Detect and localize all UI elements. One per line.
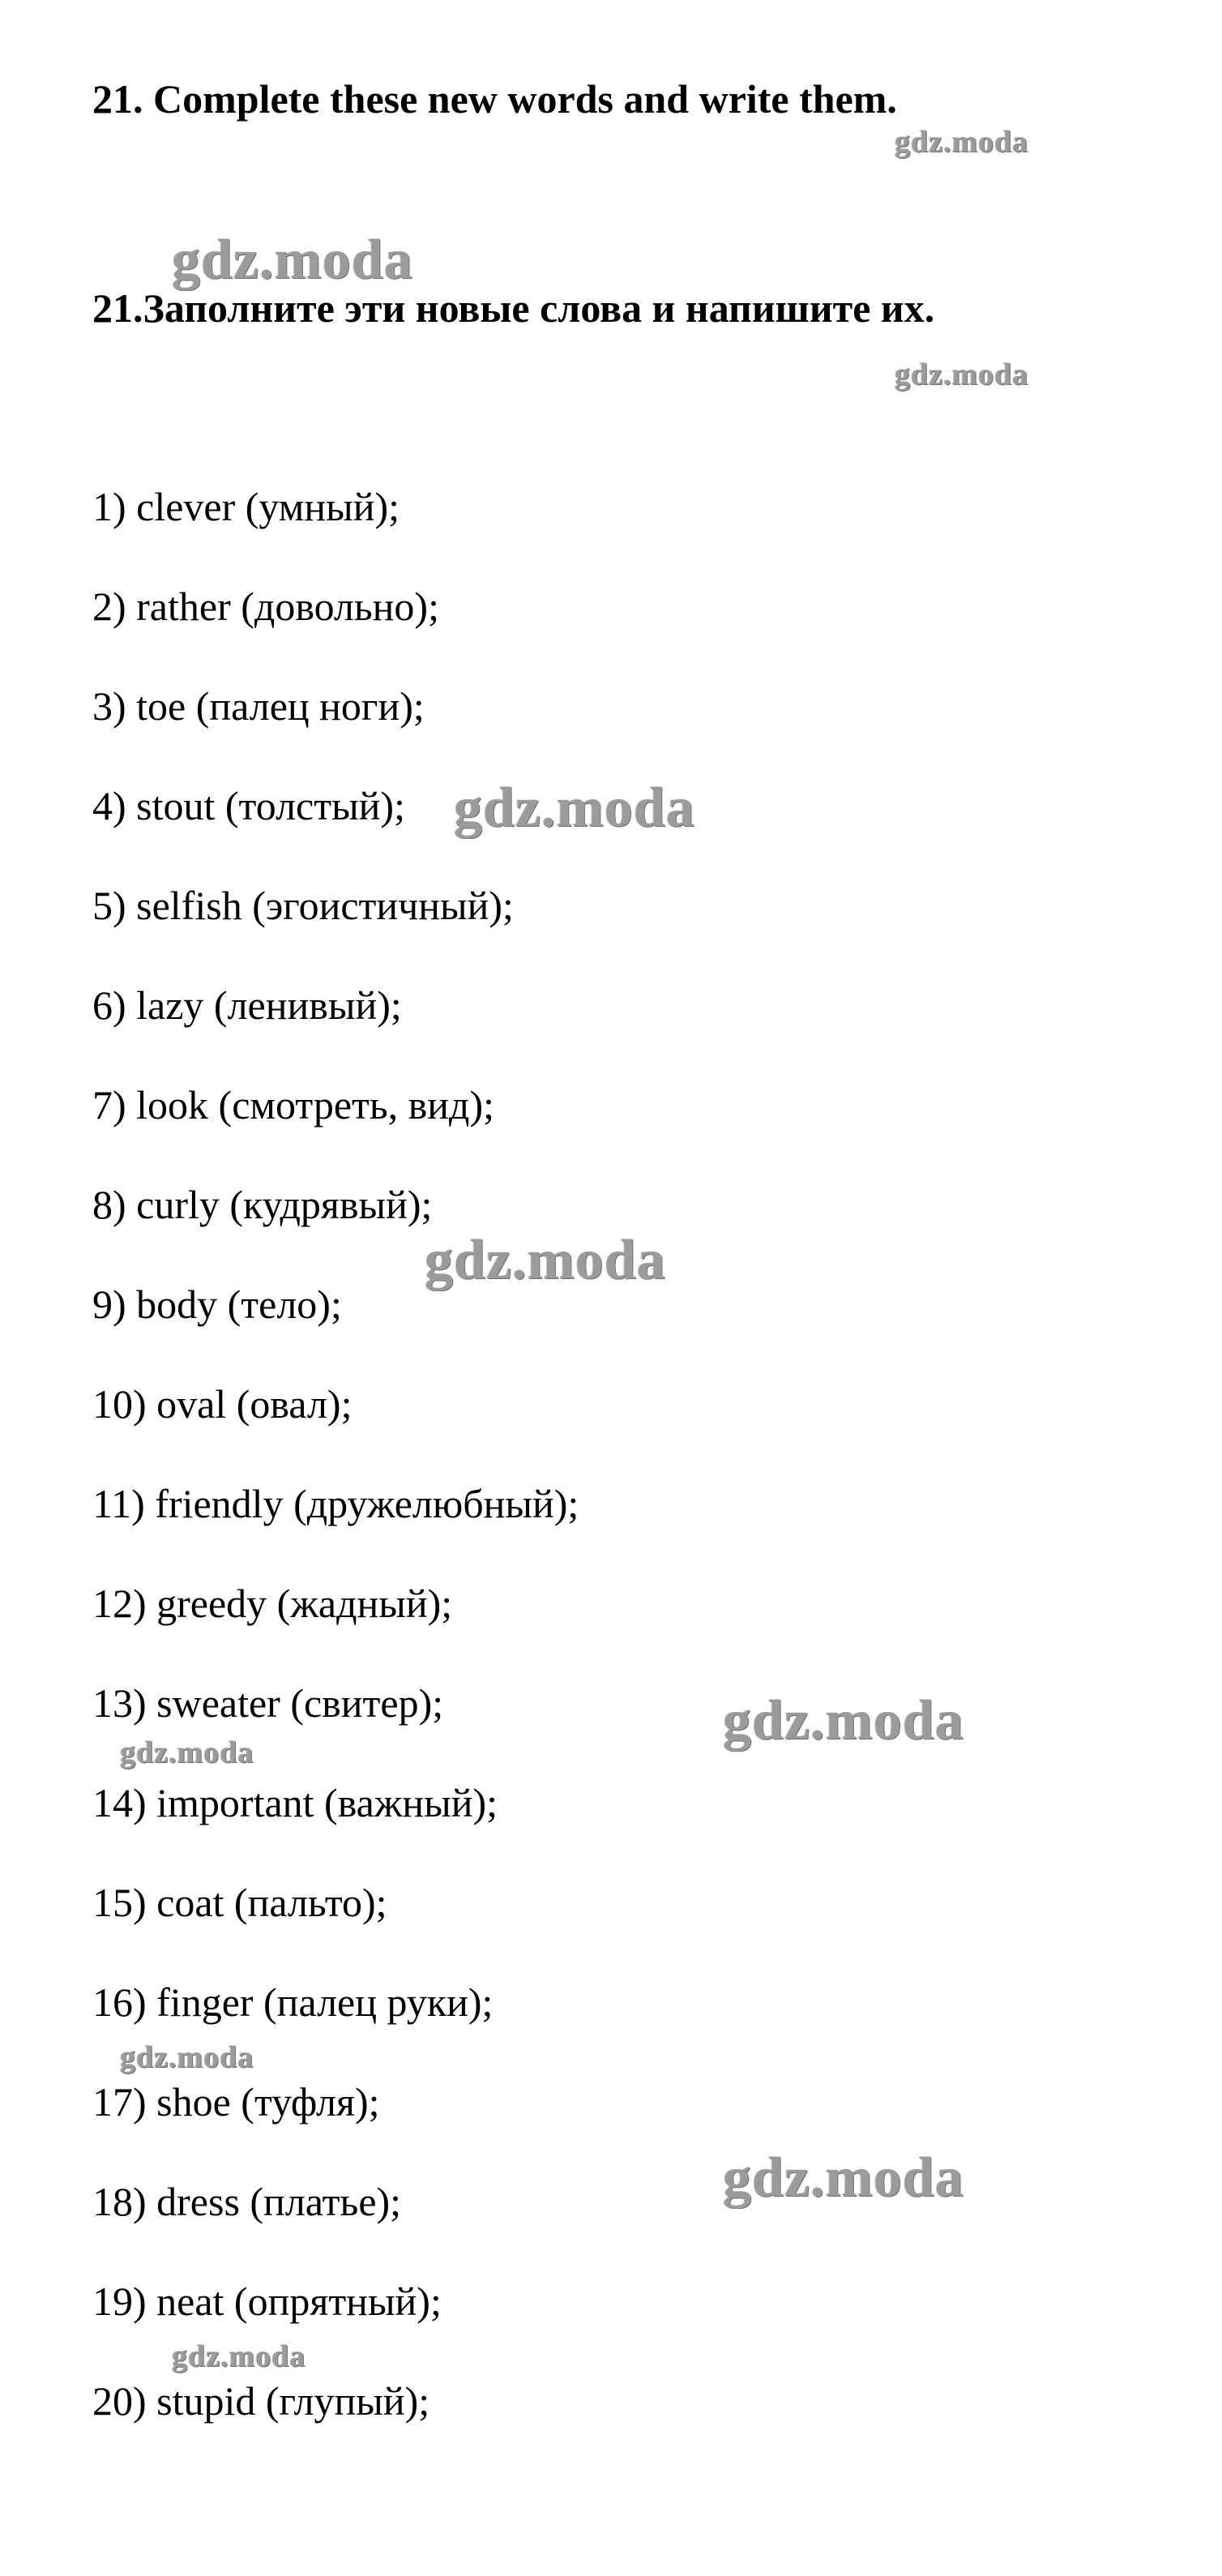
list-item: 15) coat (пальто); <box>92 1880 387 1925</box>
watermark: gdz.moda <box>895 125 1029 159</box>
watermark: gdz.moda <box>723 2146 964 2209</box>
title-english: 21. Complete these new words and write them. <box>92 76 897 122</box>
watermark: gdz.moda <box>172 2339 306 2373</box>
list-item: 8) curly (кудрявый); <box>92 1182 433 1227</box>
list-item: 5) selfish (эгоистичный); <box>92 883 514 928</box>
watermark: gdz.moda <box>454 777 695 839</box>
list-item: 17) shoe (туфля); <box>92 2079 380 2125</box>
watermark: gdz.moda <box>425 1229 666 1291</box>
title-russian: 21.Заполните эти новые слова и напишите их. <box>92 285 935 331</box>
watermark: gdz.moda <box>120 1735 254 1769</box>
watermark: gdz.moda <box>172 229 413 291</box>
list-item: 3) toe (палец ноги); <box>92 683 425 729</box>
list-item: 11) friendly (дружелюбный); <box>92 1481 579 1526</box>
list-item: 9) body (тело); <box>92 1282 342 1327</box>
list-item: 1) clever (умный); <box>92 484 400 529</box>
list-item: 6) lazy (ленивый); <box>92 982 402 1028</box>
watermark: gdz.moda <box>723 1689 964 1752</box>
list-item: 16) finger (палец руки); <box>92 1979 494 2025</box>
watermark: gdz.moda <box>120 2040 254 2074</box>
list-item: 2) rather (довольно); <box>92 584 439 629</box>
list-item: 18) dress (платье); <box>92 2179 402 2224</box>
list-item: 10) oval (овал); <box>92 1381 352 1427</box>
list-item: 12) greedy (жадный); <box>92 1581 453 1626</box>
watermark: gdz.moda <box>895 357 1029 392</box>
list-item: 13) sweater (свитер); <box>92 1680 444 1726</box>
list-item: 20) stupid (глупый); <box>92 2378 430 2424</box>
list-item: 19) neat (опрятный); <box>92 2279 442 2324</box>
list-item: 14) important (важный); <box>92 1780 498 1825</box>
list-item: 7) look (смотреть, вид); <box>92 1082 495 1128</box>
list-item: 4) stout (толстый); <box>92 783 405 828</box>
